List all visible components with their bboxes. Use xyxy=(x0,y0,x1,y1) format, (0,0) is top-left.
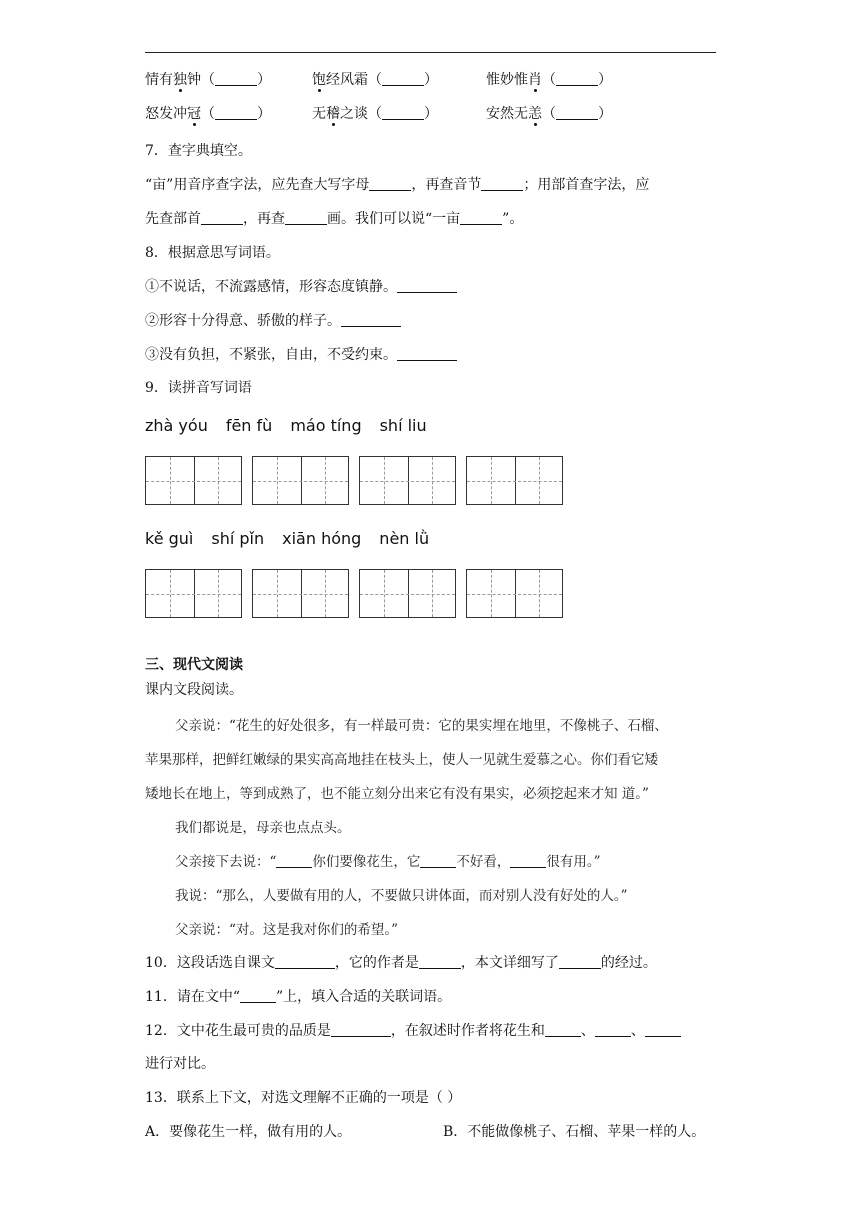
q7-title: 7．查字典填空。 xyxy=(145,143,252,159)
q13-option-a[interactable]: A．要像花生一样，做有用的人。 xyxy=(145,1124,352,1140)
pinyin-row-1 xyxy=(145,416,445,435)
answer-blank[interactable] xyxy=(240,988,276,1003)
answer-blank[interactable] xyxy=(559,954,601,969)
reading-passage xyxy=(145,716,720,954)
pinyin-word: fēn fù xyxy=(225,416,273,435)
writing-box[interactable] xyxy=(359,456,456,505)
vocab-item: 怒发冲冠（ ） xyxy=(145,106,271,122)
writing-box[interactable] xyxy=(466,456,563,505)
answer-blank[interactable] xyxy=(341,312,401,327)
q13-title: 13．联系上下文，对选文理解不正确的一项是（ ） xyxy=(145,1090,462,1106)
answer-blank[interactable] xyxy=(397,278,457,293)
vocab-item: 惟妙惟肖（ ） xyxy=(486,72,612,88)
pinyin-word: máo tíng xyxy=(290,416,362,435)
pinyin-word: xiān hóng xyxy=(282,529,362,548)
q8-item-1: ①不说话，不流露感情，形容态度镇静。 xyxy=(145,277,457,297)
answer-blank[interactable] xyxy=(285,210,327,225)
q8-title: 8．根据意思写词语。 xyxy=(145,245,280,261)
answer-blank[interactable] xyxy=(275,954,335,969)
q12: 12．文中花生最可贵的品质是 ，在叙述时作者将花生和 、 、 xyxy=(145,1021,681,1041)
writing-box[interactable] xyxy=(145,456,242,505)
answer-blank[interactable] xyxy=(460,210,502,225)
answer-blank[interactable] xyxy=(419,954,461,969)
q11: 11．请在文中“ ”上，填入合适的关联词语。 xyxy=(145,989,452,1005)
answer-blank[interactable] xyxy=(545,1022,581,1037)
pinyin-word: nèn lǜ xyxy=(379,529,430,548)
answer-blank[interactable] xyxy=(276,853,312,868)
section-subtitle: 课内文段阅读。 xyxy=(145,682,243,698)
answer-blank[interactable] xyxy=(556,71,598,86)
writing-grid-row-1 xyxy=(145,456,573,505)
q8-item-2: ②形容十分得意、骄傲的样子。 xyxy=(145,311,401,331)
answer-blank[interactable] xyxy=(382,105,424,120)
vocab-item: 无稽之谈（ ） xyxy=(312,106,438,122)
writing-grid-row-2 xyxy=(145,569,573,618)
answer-blank[interactable] xyxy=(331,1022,391,1037)
answer-blank[interactable] xyxy=(369,176,411,191)
header-rule xyxy=(145,52,716,53)
answer-blank[interactable] xyxy=(481,176,523,191)
answer-blank[interactable] xyxy=(645,1022,681,1037)
passage-line: 父亲接下去说：“ 你们要像花生，它 不好看， 很有用。” xyxy=(175,854,601,870)
writing-box[interactable] xyxy=(145,569,242,618)
q9-title: 9．读拼音写词语 xyxy=(145,380,252,396)
pinyin-row-2 xyxy=(145,529,447,548)
passage-line: 我说：“那么，人要做有用的人，不要做只讲体面，而对别人没有好处的人。” xyxy=(175,888,628,904)
writing-box[interactable] xyxy=(252,569,349,618)
answer-blank[interactable] xyxy=(397,346,457,361)
passage-line: 矮地长在地上，等到成熟了，也不能立刻分出来它有没有果实，必须挖起来才知 道。” xyxy=(145,786,649,802)
answer-blank[interactable] xyxy=(420,853,456,868)
answer-blank[interactable] xyxy=(556,105,598,120)
writing-box[interactable] xyxy=(252,456,349,505)
answer-blank[interactable] xyxy=(215,71,257,86)
pinyin-word: kě guì xyxy=(145,529,194,548)
passage-line: 父亲说：“对。这是我对你们的希望。” xyxy=(175,922,399,938)
answer-blank[interactable] xyxy=(510,853,546,868)
answer-blank[interactable] xyxy=(215,105,257,120)
q7-line-1: “亩”用音序查字法，应先查大写字母 ，再查音节 ；用部首查字法，应 xyxy=(145,177,650,193)
answer-blank[interactable] xyxy=(201,210,243,225)
section-title: 三、现代文阅读 xyxy=(145,657,243,673)
vocab-item: 情有独钟（ ） xyxy=(145,72,271,88)
writing-box[interactable] xyxy=(466,569,563,618)
q8-item-3: ③没有负担，不紧张，自由，不受约束。 xyxy=(145,345,457,365)
q13-option-b[interactable]: B．不能做像桃子、石榴、苹果一样的人。 xyxy=(443,1124,706,1140)
answer-blank[interactable] xyxy=(595,1022,631,1037)
answer-blank[interactable] xyxy=(382,71,424,86)
pinyin-word: zhà yóu xyxy=(145,416,208,435)
vocab-item: 饱经风霜（ ） xyxy=(312,72,438,88)
q7-line-2: 先查部首 ，再查 画。我们可以说“一亩 ”。 xyxy=(145,211,524,227)
writing-box[interactable] xyxy=(359,569,456,618)
pinyin-word: shí liu xyxy=(379,416,427,435)
passage-line: 父亲说：“花生的好处很多，有一样最可贵：它的果实埋在地里，不像桃子、石榴、 xyxy=(175,718,668,734)
passage-line: 苹果那样，把鲜红嫩绿的果实高高地挂在枝头上，使人一见就生爱慕之心。你们看它矮 xyxy=(145,752,658,768)
q12-line-2: 进行对比。 xyxy=(145,1056,215,1072)
pinyin-word: shí pǐn xyxy=(211,529,265,548)
passage-line: 我们都说是，母亲也点点头。 xyxy=(175,820,351,836)
vocab-item: 安然无恙（ ） xyxy=(486,106,612,122)
q10: 10．这段话选自课文 ，它的作者是 ，本文详细写了 的经过。 xyxy=(145,955,657,971)
